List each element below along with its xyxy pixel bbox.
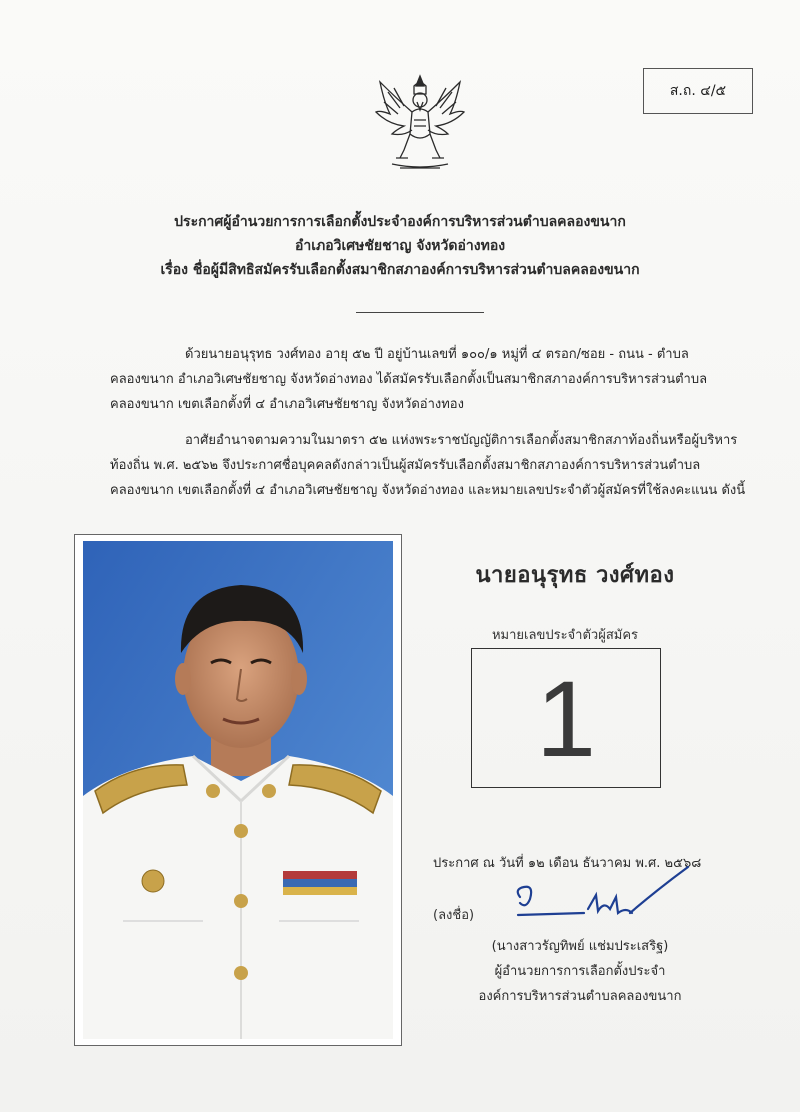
candidate-number-label: หมายเลขประจำตัวผู้สมัคร [491, 628, 639, 643]
candidate-photo-frame [74, 534, 402, 1046]
paragraph-1-line-1: ด้วยนายอนุรุทธ วงศ์ทอง อายุ ๕๒ ปี อยู่บ้านเลขที่ ๑๐๐/๑ หมู่ที่ ๔ ตรอก/ซอย - ถนน - ตำบล [185, 347, 689, 362]
header-divider [356, 312, 484, 313]
candidate-number: 1 [535, 657, 597, 779]
header-line-2: อำเภอวิเศษชัยชาญ จังหวัดอ่างทอง [294, 238, 506, 254]
announcement-date: ประกาศ ณ วันที่ ๑๒ เดือน ธันวาคม พ.ศ. ๒๕๖๘ [433, 856, 702, 871]
announcement-header [0, 210, 800, 282]
candidate-portrait [83, 541, 393, 1039]
signer-block [430, 934, 730, 1009]
paragraph-2-line-1: อาศัยอำนาจตามความในมาตรา ๕๒ แห่งพระราชบัญญัติการเลือกตั้งสมาชิกสภาท้องถิ่นหรือผู้บริหาร [185, 433, 738, 448]
signer-name: (นางสาวรัญทิพย์ แช่มประเสริฐ) [491, 939, 669, 954]
signer-title-line-2: องค์การบริหารส่วนตำบลคลองขนาก [478, 989, 682, 1004]
header-subject: เรื่อง ชื่อผู้มีสิทธิสมัครรับเลือกตั้งสมาชิกสภาองค์การบริหารส่วนตำบลคลองขนาก [160, 262, 640, 278]
signature-label: (ลงชื่อ) [433, 908, 475, 923]
paragraph-2-line-3: คลองขนาก เขตเลือกตั้งที่ ๔ อำเภอวิเศษชัยชาญ จังหวัดอ่างทอง และหมายเลขประจำตัวผู้สมัครที่ใช้ลงคะแนน ดังนี้ [110, 483, 746, 498]
paragraph-1-line-3: คลองขนาก เขตเลือกตั้งที่ ๔ อำเภอวิเศษชัยชาญ จังหวัดอ่างทอง [110, 397, 464, 412]
garuda-emblem-icon [370, 72, 470, 174]
paragraph-2-line-2: ท้องถิ่น พ.ศ. ๒๕๖๒ จึงประกาศชื่อบุคคลดังกล่าวเป็นผู้สมัครรับเลือกตั้งสมาชิกสภาองค์การบริหารส่วนตำบล [110, 458, 701, 473]
candidate-number-box [471, 648, 661, 788]
form-code-box [643, 68, 753, 114]
candidate-name: นายอนุรุทธ วงศ์ทอง [475, 563, 675, 588]
paragraph-1-line-2: คลองขนาก อำเภอวิเศษชัยชาญ จังหวัดอ่างทอง ได้สมัครรับเลือกตั้งเป็นสมาชิกสภาองค์การบริหารส่วนตำบล [110, 372, 708, 387]
signer-title-line-1: ผู้อำนวยการการเลือกตั้งประจำ [494, 964, 666, 979]
form-code: ส.ถ. ๔/๕ [669, 83, 727, 99]
header-line-1: ประกาศผู้อำนวยการการเลือกตั้งประจำองค์การบริหารส่วนตำบลคลองขนาก [174, 214, 626, 230]
handwritten-signature [500, 855, 715, 930]
